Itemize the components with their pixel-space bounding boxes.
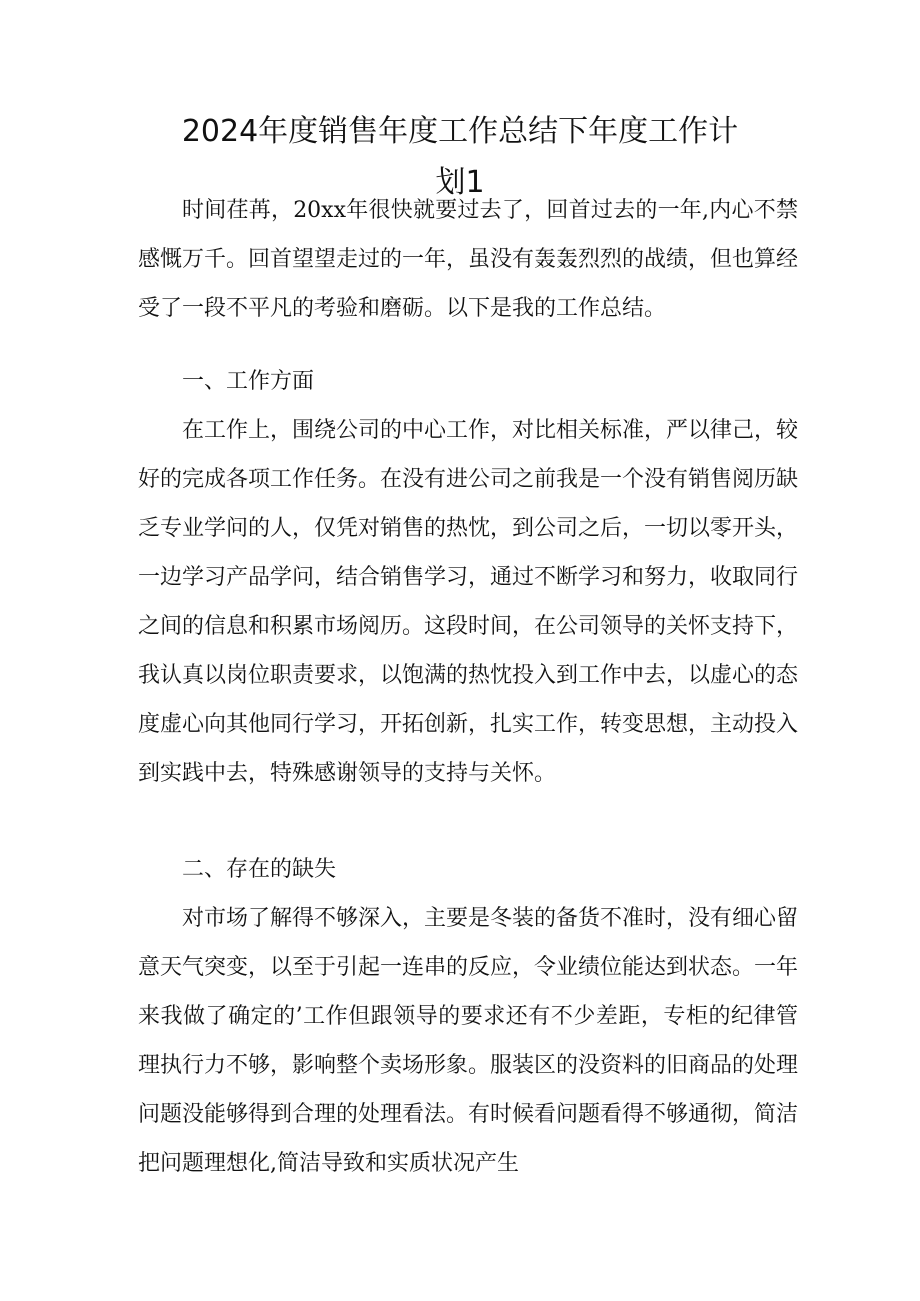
work-paragraph: 在工作上，围绕公司的中心工作，对比相关标准，严以律己，较好的完成各项工作任务。在没有进公司之前我是一个没有销售阅历缺乏专业学问的人，仅凭对销售的热忱，到公司之后，一切以零开头，一边学习产品学问，结合销售学习，通过不断学习和努力，收取同行之间的信息和积累市场阅历。这段时间，在公司领导的关怀支持下，我认真以岗位职责要求，以饱满的热忱投入到工作中去，以虚心的态度虚心向其他同行学习，开拓创新，扎实工作，转变思想，主动投入到实践中去，特殊感谢领导的支持与关怀。 [138, 418, 799, 786]
section-heading-shortcomings: 二、存在的缺失 [182, 857, 337, 882]
shortcomings-paragraph: 对市场了解得不够深入，主要是冬装的备货不准时，没有细心留意天气突变，以至于引起一连串的反应，令业绩位能达到状态。一年来我做了确定的’工作但跟领导的要求还有不少差距，专柜的纪律管理执行力不够，影响整个卖场形象。服装区的没资料的旧商品的处理问题没能够得到合理的处理看法。有时候看问题看得不够通彻，简洁把问题理想化,简洁导致和实质状况产生 [138, 906, 799, 1176]
intro-paragraph: 时间荏苒，20xx年很快就要过去了，回首过去的一年,内心不禁感慨万千。回首望望走过的一年，虽没有轰轰烈烈的战绩，但也算经受了一段不平凡的考验和磨砺。以下是我的工作总结。 [138, 198, 799, 321]
document-title-line-2: 划1 [435, 165, 485, 200]
section-heading-work: 一、工作方面 [182, 369, 315, 394]
document-title-line-1: 2024年度销售年度工作总结下年度工作计 [181, 114, 739, 149]
